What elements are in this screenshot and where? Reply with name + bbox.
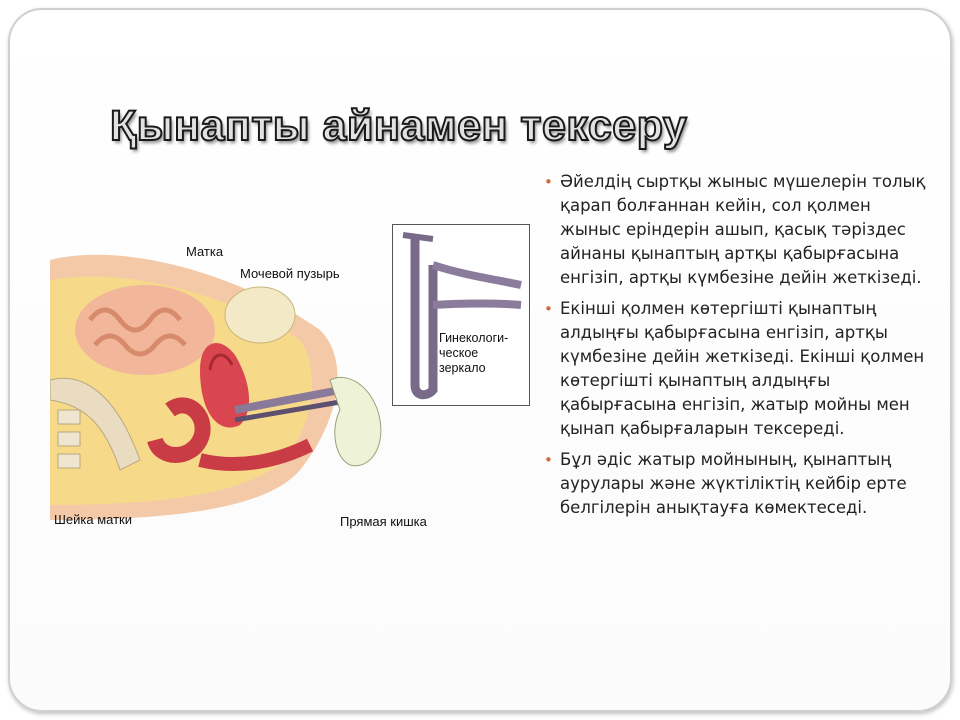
bullet-item: [542, 297, 930, 441]
bullet-list: [542, 170, 930, 527]
label-bladder: Мочевой пузырь: [240, 266, 340, 281]
speculum-caption-line3: зеркало: [439, 361, 486, 375]
bullet-marker: •: [544, 451, 553, 469]
bullet-marker: •: [544, 173, 553, 191]
label-rectum: Прямая кишка: [340, 514, 427, 529]
slide-title: Қынапты айнамен тексеру: [110, 102, 688, 150]
speculum-icon: [393, 225, 529, 405]
label-uterus: Матка: [186, 244, 224, 259]
bullet-marker: •: [544, 300, 553, 318]
speculum-caption: [439, 331, 529, 376]
slide: [8, 8, 952, 712]
label-cervix: Шейка матки: [54, 512, 133, 527]
bullet-item: [542, 170, 930, 290]
bullet-item: [542, 448, 930, 520]
speculum-caption-line1: Гинекологи-: [439, 331, 509, 345]
speculum-caption-line2: ческое: [439, 346, 479, 360]
bullet-text: Екінші қолмен көтергішті қынаптың алдыңғы қабырғасына енгізіп, артқы күмбезіне дейін жеткізеді. Екінші қолмен көтергішті қынаптың алдыңғы қабырғасына енгізіп, жатыр мойны мен қынап қабырғаларын тексереді.: [560, 299, 925, 438]
speculum-inset: [392, 224, 530, 406]
bullet-text: Бұл әдіс жатыр мойнының, қынаптың аурулары және жүктіліктің кейбір ерте белгілерін анықтауға көмектеседі.: [560, 450, 907, 517]
bullet-text: Әйелдің сыртқы жыныс мүшелерін толық қарап болғаннан кейін, сол қолмен жыныс еріндерін ашып, қасық тәріздес айнаны қынаптың артқы қабырғасына енгізіп, артқы күмбезіне дейін жеткізеді.: [560, 172, 926, 287]
anatomy-illustration: [50, 220, 530, 540]
